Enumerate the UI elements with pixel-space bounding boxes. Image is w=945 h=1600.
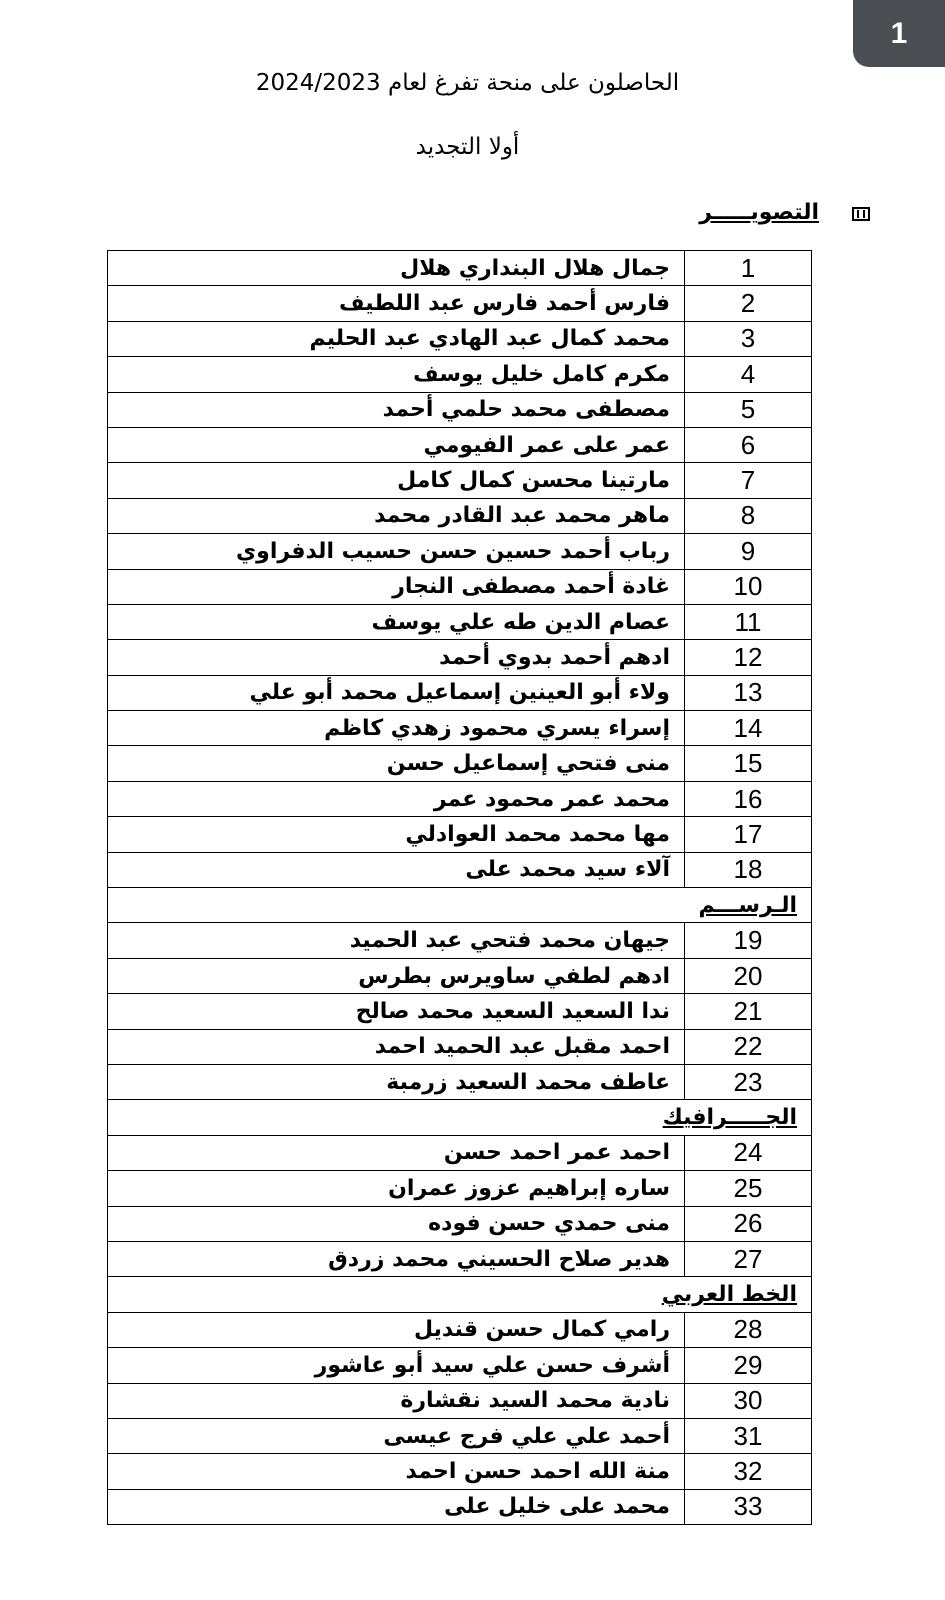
table-row [108, 569, 812, 604]
table-row [108, 1029, 812, 1064]
grantee-name: محمد على خليل على [108, 1489, 685, 1524]
row-number: 16 [685, 781, 812, 816]
grantee-name: ادهم لطفي ساويرس بطرس [108, 958, 685, 993]
section-header-row [108, 1277, 812, 1312]
section-heading: الخط العربي [108, 1277, 812, 1312]
row-number: 2 [685, 286, 812, 321]
row-number: 9 [685, 534, 812, 569]
grantee-name: محمد كمال عبد الهادي عبد الحليم [108, 321, 685, 356]
grantee-name: مكرم كامل خليل يوسف [108, 357, 685, 392]
row-number: 14 [685, 711, 812, 746]
grantee-name: منة الله احمد حسن احمد [108, 1454, 685, 1489]
grantee-name: غادة أحمد مصطفى النجار [108, 569, 685, 604]
table-row [108, 817, 812, 852]
row-number: 10 [685, 569, 812, 604]
grantee-name: ولاء أبو العينين إسماعيل محمد أبو علي [108, 675, 685, 710]
table-row [108, 1312, 812, 1347]
table-row [108, 286, 812, 321]
table-row [108, 1135, 812, 1170]
row-number: 19 [685, 923, 812, 958]
table-row [108, 994, 812, 1029]
table-row [108, 1241, 812, 1276]
row-number: 20 [685, 958, 812, 993]
table-row [108, 1454, 812, 1489]
row-number: 27 [685, 1241, 812, 1276]
row-number: 26 [685, 1206, 812, 1241]
row-number: 8 [685, 498, 812, 533]
grantee-name: مصطفى محمد حلمي أحمد [108, 392, 685, 427]
table-row [108, 498, 812, 533]
grantee-name: احمد مقبل عبد الحميد احمد [108, 1029, 685, 1064]
row-number: 22 [685, 1029, 812, 1064]
table-row [108, 392, 812, 427]
grantee-name: هدير صلاح الحسيني محمد زردق [108, 1241, 685, 1276]
table-row [108, 1064, 812, 1099]
table-row [108, 1418, 812, 1453]
table-row [108, 427, 812, 462]
grantee-name: نادية محمد السيد نقشارة [108, 1383, 685, 1418]
grantee-name: أحمد علي علي فرج عيسى [108, 1418, 685, 1453]
document-title: الحاصلون على منحة تفرغ لعام 2024/2023 [255, 70, 680, 96]
row-number: 4 [685, 357, 812, 392]
grantee-name: جمال هلال البنداري هلال [108, 251, 685, 286]
row-number: 31 [685, 1418, 812, 1453]
grantee-name: جيهان محمد فتحي عبد الحميد [108, 923, 685, 958]
section-header-row [108, 888, 812, 923]
table-row [108, 321, 812, 356]
row-number: 6 [685, 427, 812, 462]
row-number: 13 [685, 675, 812, 710]
section-heading-photography: التصويـــــر [699, 200, 819, 225]
table-row [108, 1171, 812, 1206]
table-row [108, 746, 812, 781]
grantee-name: مارتينا محسن كمال كامل [108, 463, 685, 498]
row-number: 15 [685, 746, 812, 781]
row-number: 29 [685, 1348, 812, 1383]
row-number: 23 [685, 1064, 812, 1099]
table-row [108, 958, 812, 993]
table-row [108, 534, 812, 569]
row-number: 21 [685, 994, 812, 1029]
row-number: 33 [685, 1489, 812, 1524]
grantee-name: رامي كمال حسن قنديل [108, 1312, 685, 1347]
grantee-name: إسراء يسري محمود زهدي كاظم [108, 711, 685, 746]
table-row [108, 604, 812, 639]
table-row [108, 1348, 812, 1383]
row-number: 25 [685, 1171, 812, 1206]
table-row [108, 781, 812, 816]
grantee-name: فارس أحمد فارس عبد اللطيف [108, 286, 685, 321]
row-number: 30 [685, 1383, 812, 1418]
section-heading: الـرســـم [108, 888, 812, 923]
grantee-name: رباب أحمد حسين حسن حسيب الدفراوي [108, 534, 685, 569]
table-row [108, 251, 812, 286]
grantee-name: ساره إبراهيم عزوز عمران [108, 1171, 685, 1206]
grantee-name: ماهر محمد عبد القادر محمد [108, 498, 685, 533]
table-row [108, 640, 812, 675]
row-number: 32 [685, 1454, 812, 1489]
table-row [108, 711, 812, 746]
row-number: 12 [685, 640, 812, 675]
table-row [108, 357, 812, 392]
film-icon [852, 207, 870, 221]
grantee-name: مها محمد محمد العوادلي [108, 817, 685, 852]
grantees-table [107, 250, 812, 1525]
table-row [108, 852, 812, 887]
row-number: 1 [685, 251, 812, 286]
table-row [108, 1489, 812, 1524]
grantee-name: أشرف حسن علي سيد أبو عاشور [108, 1348, 685, 1383]
row-number: 28 [685, 1312, 812, 1347]
row-number: 17 [685, 817, 812, 852]
grantee-name: آلاء سيد محمد على [108, 852, 685, 887]
page-number-badge: 1 [853, 0, 945, 67]
grantee-name: ندا السعيد السعيد محمد صالح [108, 994, 685, 1029]
section-header-row [108, 1100, 812, 1135]
grantee-name: ادهم أحمد بدوي أحمد [108, 640, 685, 675]
table-row [108, 1383, 812, 1418]
section-heading: الجـــــرافيك [108, 1100, 812, 1135]
row-number: 3 [685, 321, 812, 356]
table-row [108, 675, 812, 710]
table-row [108, 1206, 812, 1241]
row-number: 7 [685, 463, 812, 498]
grantee-name: منى فتحي إسماعيل حسن [108, 746, 685, 781]
grantee-name: محمد عمر محمود عمر [108, 781, 685, 816]
grantee-name: عمر على عمر الفيومي [108, 427, 685, 462]
row-number: 5 [685, 392, 812, 427]
table-row [108, 923, 812, 958]
grantee-name: عصام الدين طه علي يوسف [108, 604, 685, 639]
row-number: 18 [685, 852, 812, 887]
document-subtitle: أولا التجديد [415, 134, 520, 160]
row-number: 24 [685, 1135, 812, 1170]
grantee-name: منى حمدي حسن فوده [108, 1206, 685, 1241]
table-row [108, 463, 812, 498]
row-number: 11 [685, 604, 812, 639]
grantee-name: احمد عمر احمد حسن [108, 1135, 685, 1170]
grantee-name: عاطف محمد السعيد زرمبة [108, 1064, 685, 1099]
